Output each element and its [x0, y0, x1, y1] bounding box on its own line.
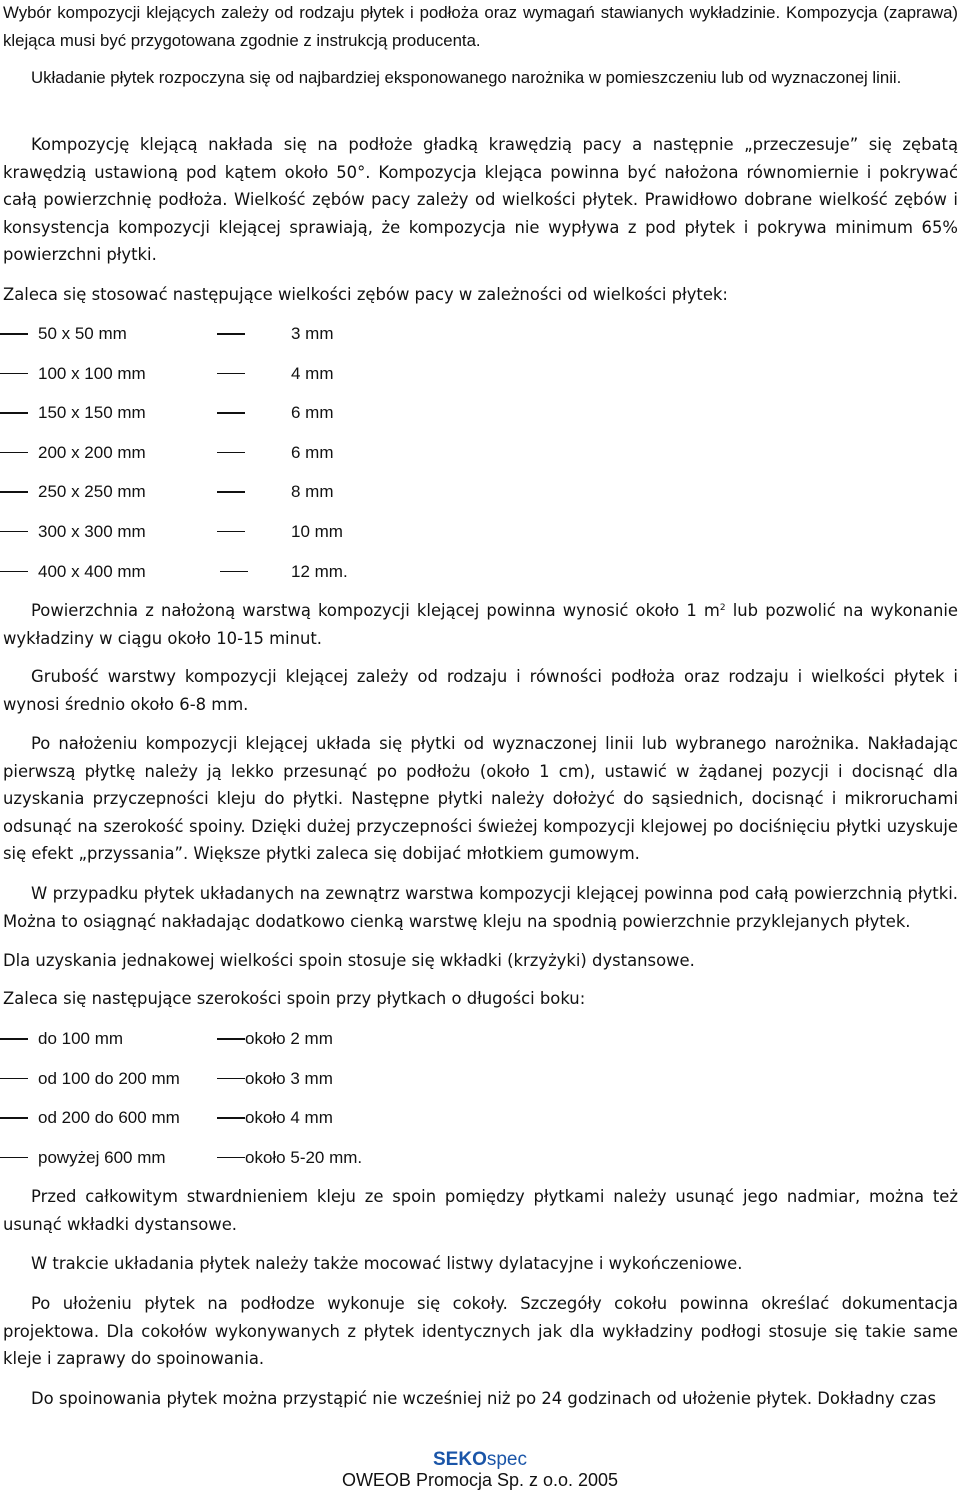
paragraph-excess-removal: Przed całkowitym stwardnieniem kleju ze spoin pomiędzy płytkami należy usunąć jego nadmiar, można też usunąć wkładki dystansowe. [3, 1187, 958, 1234]
dash-bullet [0, 1157, 28, 1159]
dash-bullet [0, 1038, 28, 1040]
paragraph-tile-placement: Po nałożeniu kompozycji klejącej układa się płytki od wyznaczonej linii lub wybranego narożnika. Nakładając pierwszą płytkę należy ją lekko przesunąć po podłożu (około 1 cm), ustawić w żądanej pozycji i docisnąć dla uzyskania przyczepności kleju do płytki. Następne płytki należy dołożyć do sąsiednich, docisnąć i mikroruchami odsunąć na szerokość spoiny. Dzięki dużej przyczepności świeżej kompozycji klejowej po dociśnięciu płytki uzyskuje się efekt „przyssania”. Większe płytki zaleca się dobijać młotkiem gumowym. [3, 734, 958, 863]
paragraph-open-time: Powierzchnia z nałożoną warstwą kompozycji klejącej powinna wynosić około 1 $m^2$ lub pozwolić na wykonanie wykładziny w ciągu około 10-15 minut. [3, 601, 958, 648]
list-item-second-value: 6 mm [291, 442, 334, 462]
list-item-first-value: do 100 mm [38, 1029, 124, 1048]
list-item-second-value: 8 mm [291, 482, 334, 502]
list-item-first-value: od 200 do 600 mm [38, 1108, 180, 1128]
brand-bold: SEKO [433, 1449, 487, 1470]
dash-separator [217, 531, 245, 533]
list-item [0, 441, 600, 481]
paragraph-laying-start: Układanie płytek rozpoczyna się od najbardziej eksponowanego narożnika w pomieszczeniu lub od wyznaczonej linii. [31, 68, 902, 87]
list-item-first-value: powyżej 600 mm [38, 1147, 166, 1167]
brand-light: spec [486, 1449, 527, 1470]
list-item-first-value: 50 x 50 mm [38, 324, 127, 343]
dash-separator [217, 1157, 245, 1159]
superscript-2: 2 [719, 603, 726, 613]
list-item [0, 1027, 600, 1067]
tooth-size-list [0, 322, 600, 599]
paragraph-skirting: Po ułożeniu płytek na podłodze wykonuje się cokoły. Szczegóły cokołu powinna określać dokumentacja projektowa. Dla cokołów wykonywanych z płytek identycznych jak dla wykładziny podłogi stosuje się takie same kleje i zaprawy do spoinowania. [3, 1294, 958, 1368]
list-item [0, 401, 600, 441]
list-item [0, 480, 600, 520]
dash-separator [217, 491, 245, 493]
paragraph-tooth-size-intro: Zaleca się stosować następujące wielkości zębów pacy w zależności od wielkości płytek: [3, 285, 728, 304]
dash-bullet [0, 333, 28, 335]
list-item-first-value: od 100 do 200 mm [38, 1068, 180, 1088]
list-item-second-value: około 4 mm [245, 1108, 333, 1128]
list-item [0, 1106, 600, 1146]
list-item [0, 322, 600, 362]
paragraph-adhesive-application: Kompozycję klejącą nakłada się na podłoże gładką krawędzią pacy a następnie „przeczesuje” się zębatą krawędzią ustawioną pod kątem około 50°. Kompozycja klejąca powinna być nałożona równomiernie i pokrywać całą powierzchnię podłoża. Wielkość zębów pacy zależy od wielkości płytek. Prawidłowo dobrane wielkość zębów i konsystencja kompozycji klejącej sprawiają, że kompozycja nie wypływa z pod płytek i pokrywa minimum 65% powierzchni płytki. [3, 135, 958, 264]
dash-separator [217, 452, 245, 454]
dash-bullet [0, 1078, 28, 1080]
dash-bullet [0, 373, 28, 375]
paragraph-spacers: Dla uzyskania jednakowej wielkości spoin stosuje się wkładki (krzyżyki) dystansowe. [3, 951, 695, 970]
dash-separator [217, 412, 245, 414]
paragraph-joint-width-intro: Zaleca się następujące szerokości spoin przy płytkach o długości boku: [3, 989, 586, 1008]
paragraph-adhesive-choice: Wybór kompozycji klejących zależy od rodzaju płytek i podłoża oraz wymagań stawianych wykładzinie. Kompozycja (zaprawa) klejąca musi być przygotowana zgodnie z instrukcją producenta. [3, 3, 958, 50]
list-item [0, 362, 600, 402]
list-item [0, 1067, 600, 1107]
dash-bullet [0, 531, 28, 533]
dash-separator [217, 1038, 245, 1040]
list-item-second-value: 12 mm. [291, 561, 348, 581]
dash-separator [217, 333, 245, 335]
list-item [0, 560, 600, 600]
dash-separator [220, 571, 248, 573]
list-item-second-value: 6 mm [291, 403, 334, 423]
dash-bullet [0, 452, 28, 454]
dash-separator [217, 1117, 245, 1119]
dash-bullet [0, 1117, 28, 1119]
list-item-first-value: 150 x 150 mm [38, 403, 146, 423]
list-item-first-value: 200 x 200 mm [38, 442, 146, 462]
paragraph-outdoor-tiles: W przypadku płytek układanych na zewnątrz warstwa kompozycji klejącej powinna pod całą powierzchnią płytki. Można to osiągnąć nakładając dodatkowo cienką warstwę kleju na spodnią powierzchnie przyklejanych płytek. [3, 884, 958, 931]
company-line: OWEOB Promocja Sp. z o.o. 2005 [341, 1470, 619, 1490]
list-item-second-value: 10 mm [291, 521, 343, 541]
list-item-second-value: około 3 mm [245, 1068, 333, 1088]
paragraph-layer-thickness: Grubość warstwy kompozycji klejącej zależy od rodzaju i równości podłoża oraz rodzaju i wielkości płytek i wynosi średnio około 6-8 mm. [3, 667, 958, 714]
list-item-first-value: 400 x 400 mm [38, 561, 146, 581]
list-item-second-value: około 5-20 mm. [245, 1147, 363, 1167]
list-item-second-value: około 2 mm [245, 1029, 333, 1048]
list-item [0, 520, 600, 560]
list-item-first-value: 250 x 250 mm [38, 482, 146, 502]
list-item-second-value: 4 mm [291, 363, 334, 383]
dash-bullet [0, 412, 28, 414]
joint-width-list [0, 1027, 600, 1185]
dash-separator [217, 373, 245, 375]
list-item-first-value: 100 x 100 mm [38, 363, 146, 383]
dash-bullet [0, 571, 28, 573]
list-item-second-value: 3 mm [291, 324, 334, 343]
list-item-first-value: 300 x 300 mm [38, 521, 146, 541]
dash-bullet [0, 491, 28, 493]
brand-logo [0, 1449, 960, 1471]
dash-separator [217, 1078, 245, 1080]
paragraph-expansion-strips: W trakcie układania płytek należy także mocować listwy dylatacyjne i wykończeniowe. [31, 1254, 743, 1273]
paragraph-grouting: Do spoinowania płytek można przystąpić nie wcześniej niż po 24 godzinach od ułożenie płytek. Dokładny czas [31, 1389, 937, 1408]
list-item [0, 1146, 600, 1186]
